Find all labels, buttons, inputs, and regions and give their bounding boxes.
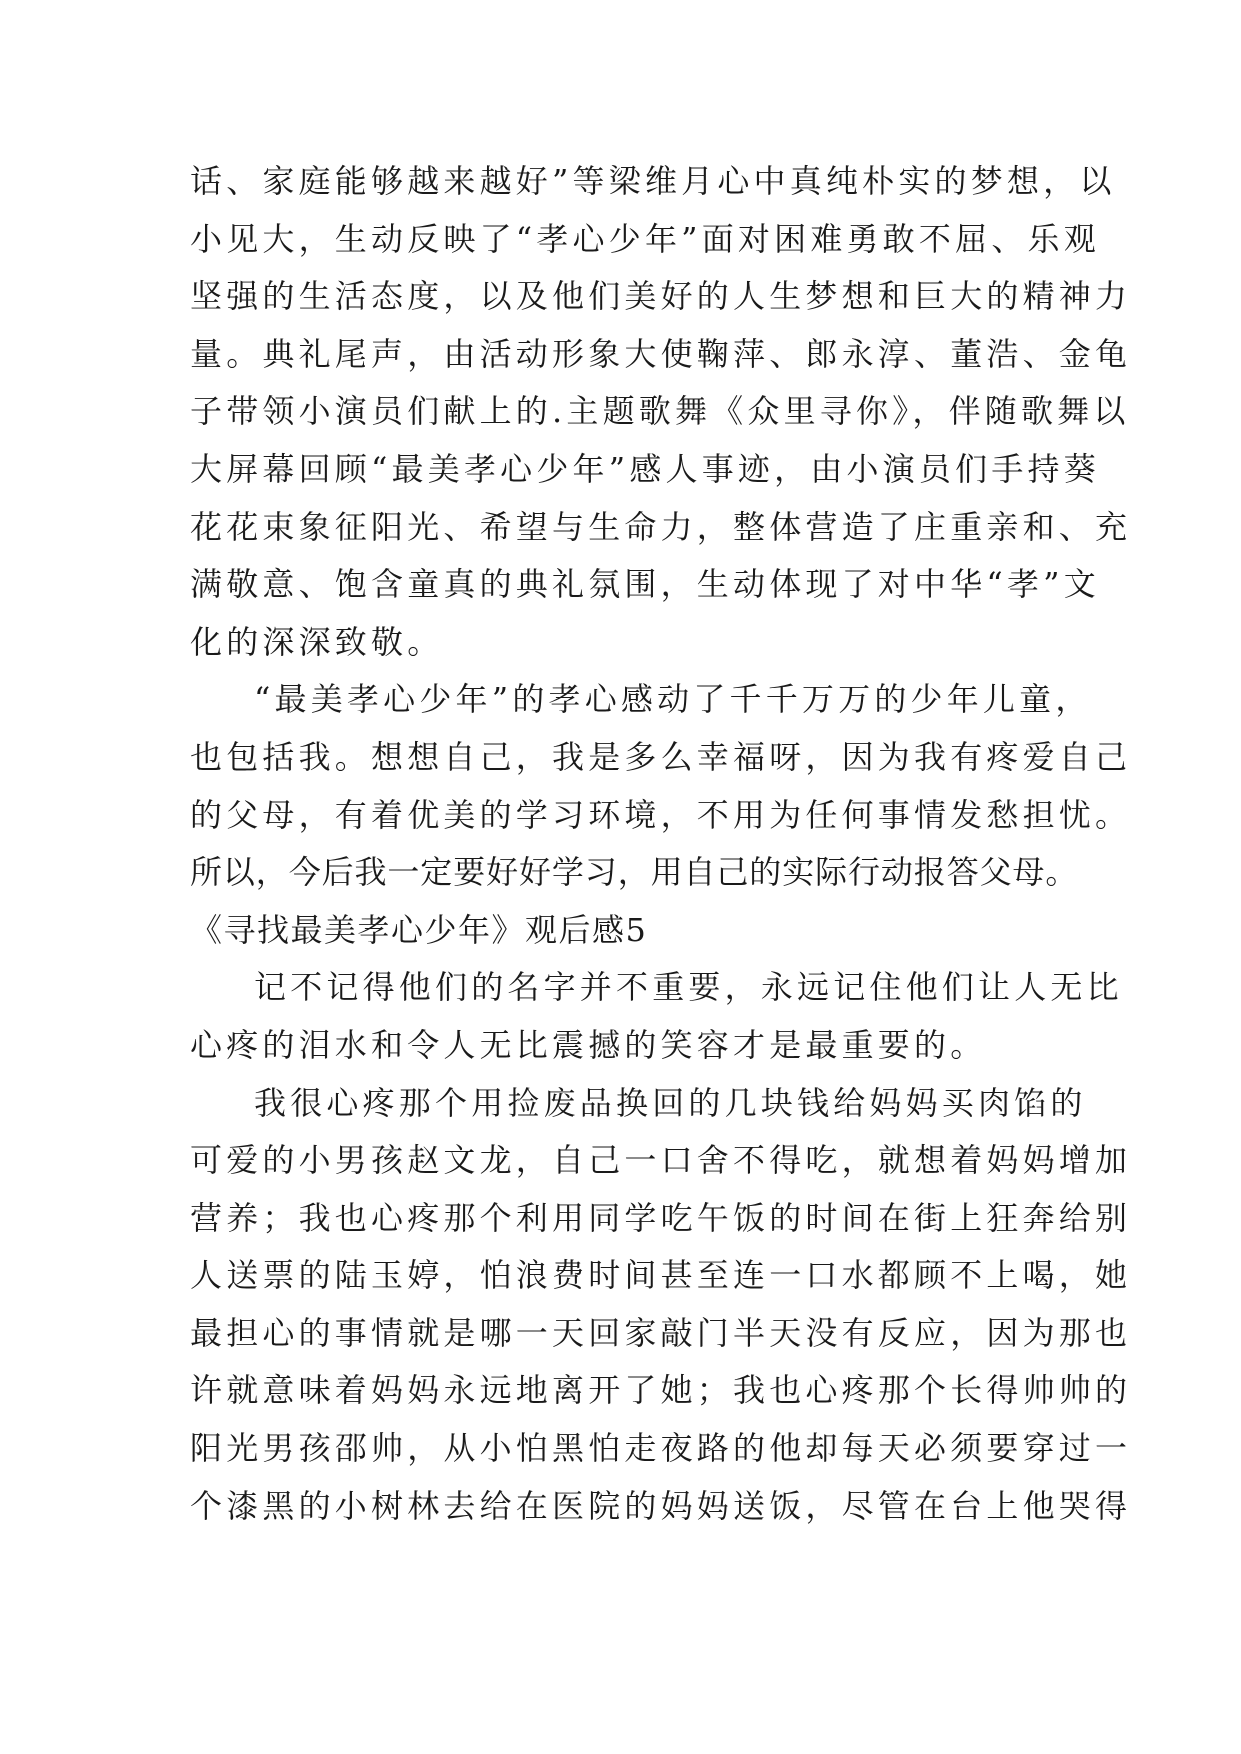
text-line: 营养；我也心疼那个利用同学吃午饭的时间在街上狂奔给别	[190, 1198, 1132, 1237]
text-line: 心疼的泪水和令人无比震撼的笑容才是最重要的。	[190, 1025, 987, 1064]
text-line: 个漆黑的小树林去给在医院的妈妈送饭，尽管在台上他哭得	[190, 1486, 1132, 1525]
text-line: 小见大，生动反映了“孝心少年”面对困难勇敢不屈、乐观	[190, 219, 1100, 258]
text-line: 阳光男孩邵帅，从小怕黑怕走夜路的他却每天必须要穿过一	[190, 1429, 1132, 1468]
text-line: 可爱的小男孩赵文龙，自己一口舍不得吃，就想着妈妈增加	[190, 1141, 1132, 1180]
text-line: 话、家庭能够越来越好”等梁维月心中真纯朴实的梦想，以	[190, 162, 1116, 200]
document-body	[190, 153, 1132, 1535]
section-heading: 《寻找最美孝心少年》观后感5	[190, 910, 648, 949]
text-line: 满敬意、饱含童真的典礼氛围，生动体现了对中华“孝”文	[190, 565, 1100, 604]
text-line: 量。典礼尾声，由活动形象大使鞠萍、郎永淳、董浩、金龟	[190, 334, 1132, 373]
paragraph-start-line: 记不记得他们的名字并不重要，永远记住他们让人无比	[254, 968, 1123, 1007]
text-line: 所以，今后我一定要好好学习，用自己的实际行动报答父母。	[190, 853, 1079, 892]
text-line: 花花束象征阳光、希望与生命力，整体营造了庄重亲和、充	[190, 507, 1132, 546]
text-line: 坚强的生活态度，以及他们美好的人生梦想和巨大的精神力	[190, 277, 1132, 316]
text-line: 化的深深致敬。	[190, 622, 444, 661]
text-line: 最担心的事情就是哪一天回家敲门半天没有反应，因为那也	[190, 1313, 1132, 1352]
text-line: 也包括我。想想自己，我是多么幸福呀，因为我有疼爱自己	[190, 737, 1132, 776]
paragraph-start-line: 我很心疼那个用捡废品换回的几块钱给妈妈买肉馅的	[254, 1083, 1087, 1122]
paragraph-start-line: “最美孝心少年”的孝心感动了千千万万的少年儿童，	[254, 680, 1092, 719]
text-line: 子带领小演员们献上的.主题歌舞《众里寻你》，伴随歌舞以	[190, 392, 1130, 431]
text-line: 人送票的陆玉婷，怕浪费时间甚至连一口水都顾不上喝，她	[190, 1256, 1132, 1295]
text-line: 许就意味着妈妈永远地离开了她；我也心疼那个长得帅帅的	[190, 1371, 1132, 1410]
text-line: 大屏幕回顾“最美孝心少年”感人事迹，由小演员们手持葵	[190, 449, 1100, 488]
text-line: 的父母，有着优美的学习环境，不用为任何事情发愁担忧。	[190, 795, 1132, 834]
